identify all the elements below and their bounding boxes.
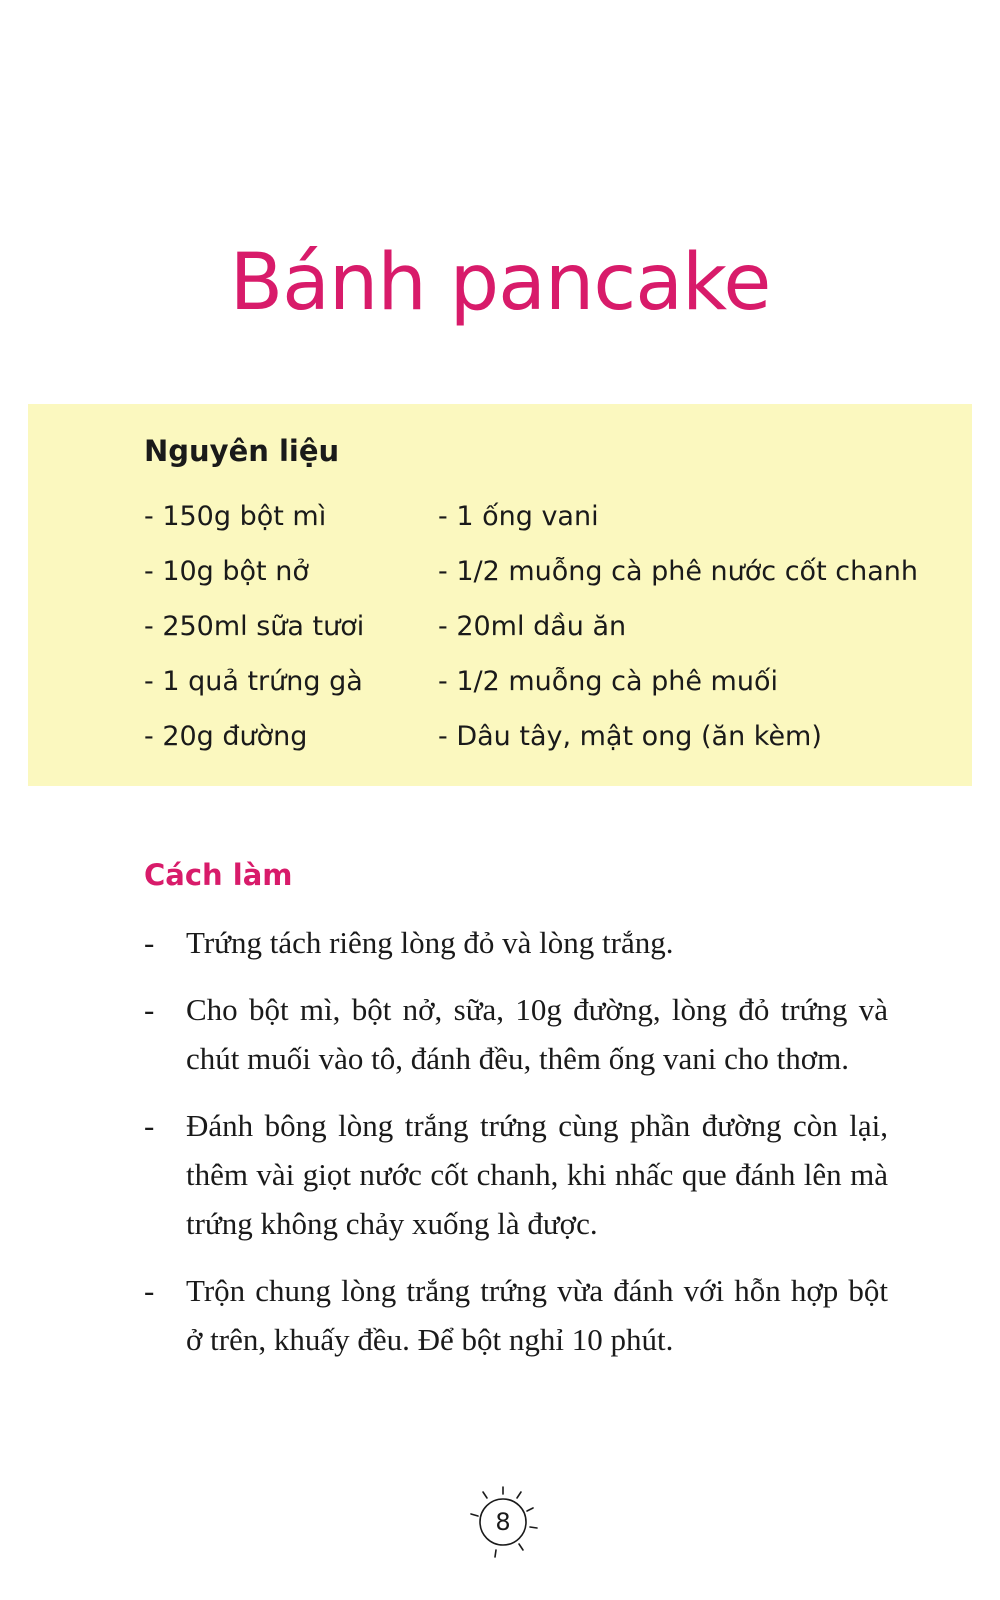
ingredient-item: - 20g đường: [144, 721, 308, 752]
page-number-badge: [465, 1484, 541, 1560]
ingredient-item: - 1 quả trứng gà: [144, 666, 363, 697]
page-title: Bánh pancake: [229, 238, 771, 328]
ingredient-item: - 1/2 muỗng cà phê muối: [438, 666, 778, 697]
ingredient-item: - 250ml sữa tươi: [144, 611, 365, 642]
step-bullet: -: [144, 1273, 155, 1308]
ingredient-item: - 150g bột mì: [144, 501, 327, 532]
step-text: Đánh bông lòng trắng trứng cùng phần đường còn lại, thêm vài giọt nước cốt chanh, khi nhấc que đánh lên mà trứng không chảy xuống là được.: [186, 1108, 888, 1241]
ingredients-list-right: [438, 500, 918, 775]
method-step: [144, 985, 888, 1083]
step-text: Cho bột mì, bột nở, sữa, 10g đường, lòng đỏ trứng và chút muối vào tô, đánh đều, thêm ống vani cho thơm.: [186, 992, 888, 1076]
step-text: Trộn chung lòng trắng trứng vừa đánh với hỗn hợp bột ở trên, khuấy đều. Để bột nghỉ 10 phút.: [186, 1273, 888, 1357]
method-heading: Cách làm: [144, 858, 293, 892]
ingredient-item: - 1/2 muỗng cà phê nước cốt chanh: [438, 556, 918, 587]
step-bullet: -: [144, 925, 155, 960]
step-bullet: -: [144, 1108, 155, 1143]
ingredients-list-left: [144, 500, 364, 775]
ingredient-item: - Dâu tây, mật ong (ăn kèm): [438, 721, 822, 752]
ingredients-heading: Nguyên liệu: [144, 434, 340, 468]
step-bullet: -: [144, 992, 155, 1027]
step-text: Trứng tách riêng lòng đỏ và lòng trắng.: [186, 925, 674, 960]
ingredients-box: [28, 404, 972, 786]
method-step: [144, 1101, 888, 1248]
method-step: [144, 1266, 888, 1364]
method-step: [144, 918, 888, 967]
ingredient-item: - 10g bột nở: [144, 556, 309, 587]
ingredient-item: - 1 ống vani: [438, 501, 599, 532]
method-steps: [144, 918, 888, 1382]
ingredient-item: - 20ml dầu ăn: [438, 611, 627, 642]
page-number: 8: [495, 1508, 511, 1536]
